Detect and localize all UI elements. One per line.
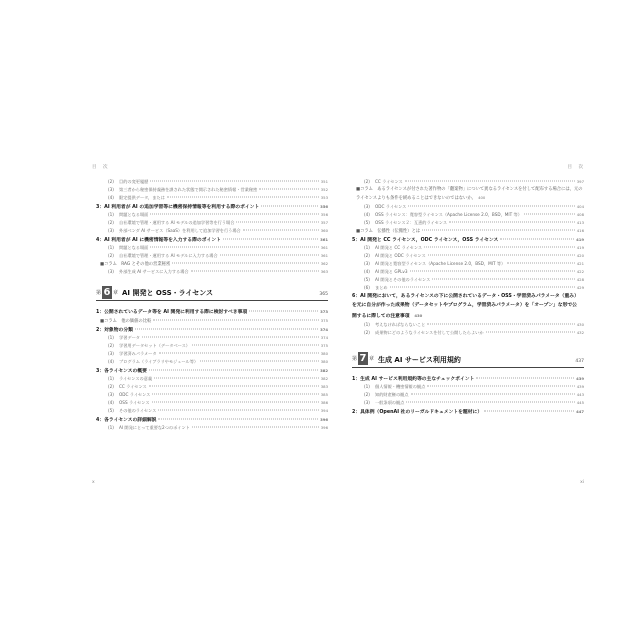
- chapter-badge: 第 6 章: [96, 286, 118, 298]
- page-footer: xi: [580, 480, 584, 485]
- toc-entry[interactable]: (4) OSS ライセンス 386: [108, 399, 328, 405]
- toc-entry[interactable]: (2) 自社環境で管理・運用する AI モデルに入力する場合 361: [108, 253, 328, 259]
- toc-entry[interactable]: (4) OSS ライセンス：寛容型ライセンス（Apache License 2.0，BSD，MIT 等） 408: [364, 212, 584, 217]
- toc-entry[interactable]: (2) 自社環境で管理・運用する AI モデルの追加学習等を行う場合 357: [108, 220, 328, 226]
- toc-entry[interactable]: (4) プログラム（ライブラリやモジュール等） 380: [108, 358, 328, 364]
- toc-entry[interactable]: (6) まとめ 429: [364, 285, 584, 291]
- toc-body: [352, 178, 584, 416]
- toc-entry[interactable]: (4) AI 開発と GPLv3 422: [364, 269, 584, 275]
- chapter-number: 6: [103, 286, 111, 298]
- page-header: 目 次: [567, 165, 584, 170]
- toc-body: [96, 178, 328, 432]
- toc-entry[interactable]: (3) ODC ライセンス 385: [108, 391, 328, 397]
- chapter-page: 437: [575, 358, 584, 364]
- toc-entry[interactable]: (3) AI 開発と寛容型ライセンス（Apache License 2.0，BSD，MIT 等） 421: [364, 261, 584, 267]
- toc-entry[interactable]: (5) AI 開発とその他のライセンス 428: [364, 277, 584, 283]
- toc-entry[interactable]: (2) CC ライセンス 397: [364, 179, 584, 184]
- toc-column[interactable]: ■ コラム 伝播性（伝搬性）とは 416: [356, 228, 584, 234]
- toc-entry[interactable]: (2) 目的の変更履歴 351: [108, 179, 328, 184]
- chapter-heading[interactable]: [352, 351, 584, 368]
- toc-section[interactable]: 5：AI 開発と CC ライセンス，ODC ライセンス，OSS ライセンス 419: [352, 237, 584, 243]
- toc-entry[interactable]: (5) OSS ライセンス２：互恵的ライセンス 413: [364, 220, 584, 225]
- toc-section[interactable]: 2：具体例（OpenAI 社のリーガルドキュメントを題材に） 447: [352, 408, 584, 415]
- column-mark-icon: ■: [356, 187, 361, 192]
- toc-entry[interactable]: (5) その他のライセンス 394: [108, 407, 328, 413]
- chapter-title: AI 開発と OSS・ライセンス: [122, 289, 213, 298]
- toc-entry[interactable]: (2) AI 開発と ODC ライセンス 420: [364, 253, 584, 259]
- toc-entry[interactable]: (4) 限定提供データ，または 353: [108, 195, 328, 200]
- toc-entry[interactable]: (2) 成果物にどのようなライセンスを付して公開したらよいか 432: [364, 329, 584, 335]
- toc-entry[interactable]: (3) 一般条項の観点 445: [364, 399, 584, 405]
- toc-entry[interactable]: (1) 個人情報・機密情報の観点 439: [364, 383, 584, 389]
- toc-entry[interactable]: (3) ODC ライセンス 404: [364, 204, 584, 209]
- toc-entry[interactable]: (3) 第三者から秘密保持義務を課された状態で開示された秘密情報・営業秘密 352: [108, 187, 328, 192]
- chapter-page: 365: [319, 292, 328, 298]
- left-page: [86, 150, 342, 485]
- column-mark-icon: ■: [100, 318, 105, 324]
- toc-entry[interactable]: (2) 学習用データセット（データベース） 375: [108, 342, 328, 348]
- toc-section[interactable]: 1：生成 AI サービス利用規約等の主なチェックポイント 439: [352, 375, 584, 382]
- chapter-badge: 第 7 章: [352, 353, 374, 365]
- toc-entry[interactable]: (1) ライセンスの意義 382: [108, 375, 328, 381]
- toc-entry[interactable]: (1) 問題となる場面 361: [108, 245, 328, 251]
- toc-entry[interactable]: (2) CC ライセンス 383: [108, 383, 328, 389]
- toc-section[interactable]: 2：対象物の分類 374: [96, 326, 328, 333]
- toc-entry[interactable]: (1) AI 開発にとって重要な2つのポイント 396: [108, 425, 328, 431]
- toc-entry[interactable]: (1) AI 開発と CC ライセンス 419: [364, 245, 584, 251]
- toc-entry[interactable]: (1) 問題となる場面 356: [108, 212, 328, 218]
- column-mark-icon: ■: [356, 229, 361, 234]
- right-page: [342, 150, 598, 485]
- toc-entry[interactable]: (3) 学習済みパラメータ 380: [108, 350, 328, 356]
- toc-entry[interactable]: (1) 学習データ 374: [108, 334, 328, 340]
- chapter-title: 生成 AI サービス利用規約: [378, 355, 461, 364]
- toc-section[interactable]: 4：AI 利用者が AI に機密情報等を入力する際のポイント 361: [96, 237, 328, 244]
- toc-entry[interactable]: (1) 考えなければならないこと 430: [364, 321, 584, 327]
- page-header: 目 次: [92, 165, 109, 170]
- toc-column[interactable]: ■ コラム 他の価値の比較 375: [100, 317, 328, 324]
- column-mark-icon: ■: [100, 262, 105, 268]
- toc-entry[interactable]: (2) 知的財産権の観点 443: [364, 391, 584, 397]
- toc-entry[interactable]: (3) 外部生成 AI サービスに入力する場合 363: [108, 269, 328, 275]
- toc-section[interactable]: 3：AI 利用者が AI の追加学習等に機密保持情報等を利用する際のポイント 356: [96, 204, 328, 210]
- toc-section[interactable]: 3：各ライセンスの概要 382: [96, 367, 328, 374]
- chapter-number: 7: [359, 353, 367, 365]
- toc-column[interactable]: ■コラム あるライセンスが付された著作物の「翻案物」について異なるライセンスを付して配布する場合には，元のライセンスよりも条件を緩めることはできないのではないか。 400: [356, 187, 583, 201]
- toc-column[interactable]: ■ コラム RAG とその他の営業秘密 362: [100, 261, 328, 268]
- toc-section[interactable]: 6：AI 開発において，あるライセンスの下に公開されているデータ・OSS・学習済みパラメータ（重み）を元に自分が作った成果物（データセットやプログラム，学習済みパラメータ）を「オープン」な形で公開するに際しての注意事項 430: [352, 294, 579, 319]
- toc-section[interactable]: 4：各ライセンスの詳細解説 396: [96, 416, 328, 423]
- page-footer: x: [92, 480, 95, 485]
- toc-entry[interactable]: (3) 外部ベンダ AI サービス（SaaS）を利用して追加学習を行う場合 360: [108, 228, 328, 234]
- toc-section[interactable]: 1：公開されているデータ等を AI 開発に利用する際に検討すべき事項 373: [96, 309, 328, 316]
- chapter-heading[interactable]: [96, 284, 328, 301]
